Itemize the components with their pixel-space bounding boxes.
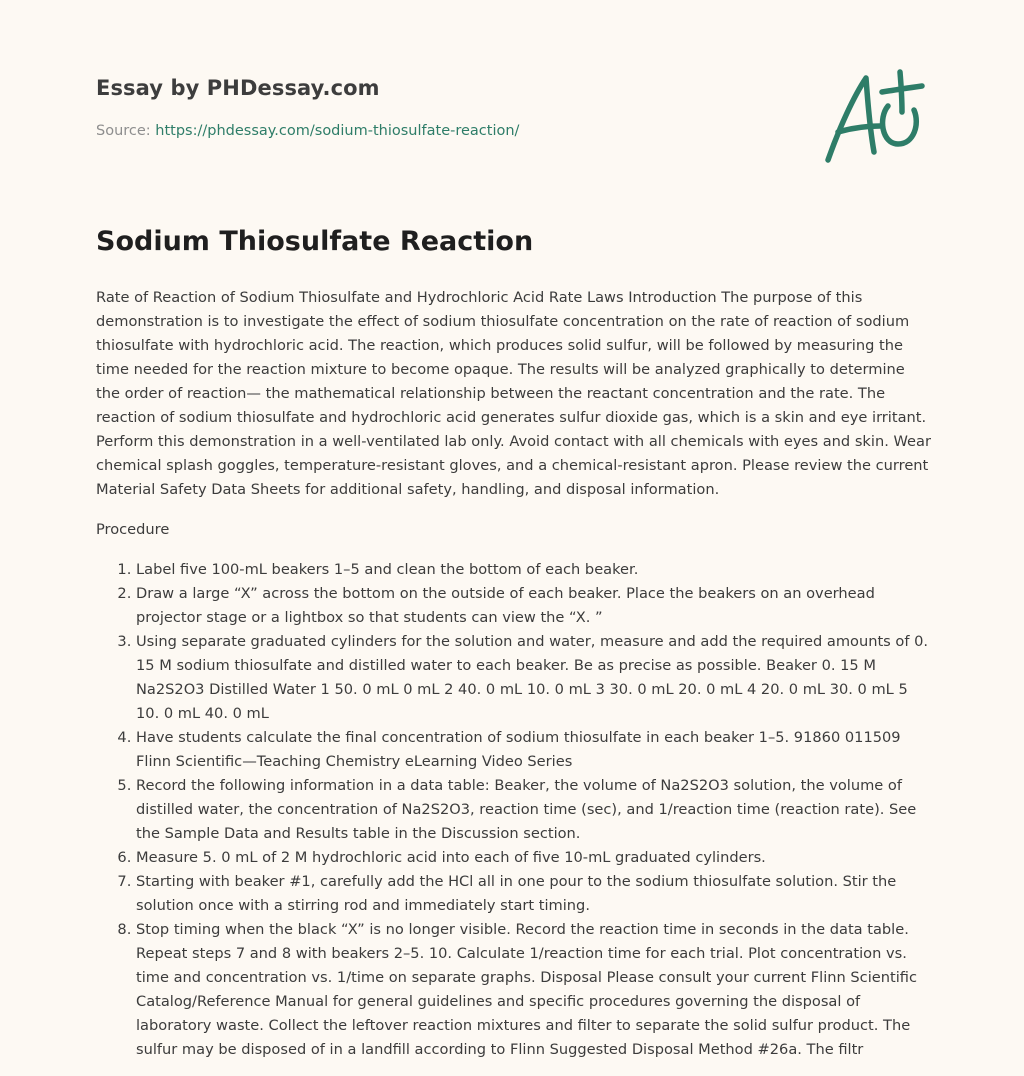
intro-paragraph: Rate of Reaction of Sodium Thiosulfate and Hydrochloric Acid Rate Laws Introduction The purpose of this demonstration is to investigate the effect of sodium thiosulfate concentration on the rate of reaction of sodium thiosulfate with hydrochloric acid. The reaction, which produces solid sulfur, will be followed by measuring the time needed for the reaction mixture to become opaque. The results will be analyzed graphically to determine the order of reaction— the mathematical relationship between the reactant concentration and the rate. The reaction of sodium thiosulfate and hydrochloric acid generates sulfur dioxide gas, which is a skin and eye irritant. Perform this demonstration in a well-ventilated lab only. Avoid contact with all chemicals with eyes and skin. Wear chemical splash goggles, temperature-resistant gloves, and a chemical-resistant apron. Please review the current Material Safety Data Sheets for additional safety, handling, and disposal information. (96, 289, 931, 498)
procedure-heading: Procedure (96, 521, 170, 538)
page-container (96, 0, 932, 1058)
source-label: Source: (96, 123, 156, 139)
essay-title: Sodium Thiosulfate Reaction (96, 226, 534, 257)
procedure-step: 3. Using separate graduated cylinders for the solution and water, measure and add the required amounts of 0. 15 M sodium thiosulfate and distilled water to each beaker. Be as precise as possible. Beaker 0. 15 M Na2S2O3 Distilled Water 1 50. 0 mL 0 mL 2 40. 0 mL 10. 0 mL 3 30. 0 mL 20. 0 mL 4 20. 0 mL 30. 0 mL 5 10. 0 mL 40. 0 mL (136, 630, 932, 726)
procedure-step: 8. Stop timing when the black “X” is no longer visible. Record the reaction time in seconds in the data table. Repeat steps 7 and 8 with beakers 2–5. 10. Calculate 1/reaction time for each trial. Plot concentration vs. time and concentration vs. 1/time on separate graphs. Disposal Please consult your current Flinn Scientific Catalog/Reference Manual for general guidelines and specific procedures governing the disposal of laboratory waste. Collect the leftover reaction mixtures and filter to separate the solid sulfur product. The sulfur may be disposed of in a landfill according to Flinn Suggested Disposal Method #26a. The filtr (136, 918, 932, 1062)
procedure-steps (96, 558, 932, 1062)
header (96, 0, 932, 200)
a-plus-logo-icon (824, 66, 928, 166)
procedure-step: 7. Starting with beaker #1, carefully add the HCl all in one pour to the sodium thiosulfate solution. Stir the solution once with a stirring rod and immediately start timing. (136, 870, 932, 918)
essay-body (96, 286, 932, 1062)
procedure-step: 4. Have students calculate the final concentration of sodium thiosulfate in each beaker 1–5. 91860 011509 Flinn Scientific—Teaching Chemistry eLearning Video Series (136, 726, 932, 774)
source-link[interactable]: https://phdessay.com/sodium-thiosulfate-reaction/ (155, 123, 520, 139)
procedure-step: 1. Label five 100-mL beakers 1–5 and clean the bottom of each beaker. (136, 558, 932, 582)
site-title: Essay by PHDessay.com (96, 76, 380, 100)
procedure-step: 5. Record the following information in a data table: Beaker, the volume of Na2S2O3 solution, the volume of distilled water, the concentration of Na2S2O3, reaction time (sec), and 1/reaction time (reaction rate). See the Sample Data and Results table in the Discussion section. (136, 774, 932, 846)
procedure-step: 2. Draw a large “X” across the bottom on the outside of each beaker. Place the beakers on an overhead projector stage or a lightbox so that students can view the “X. ” (136, 582, 932, 630)
procedure-step: 6. Measure 5. 0 mL of 2 M hydrochloric acid into each of five 10-mL graduated cylinders. (136, 846, 932, 870)
source-line (96, 123, 519, 139)
